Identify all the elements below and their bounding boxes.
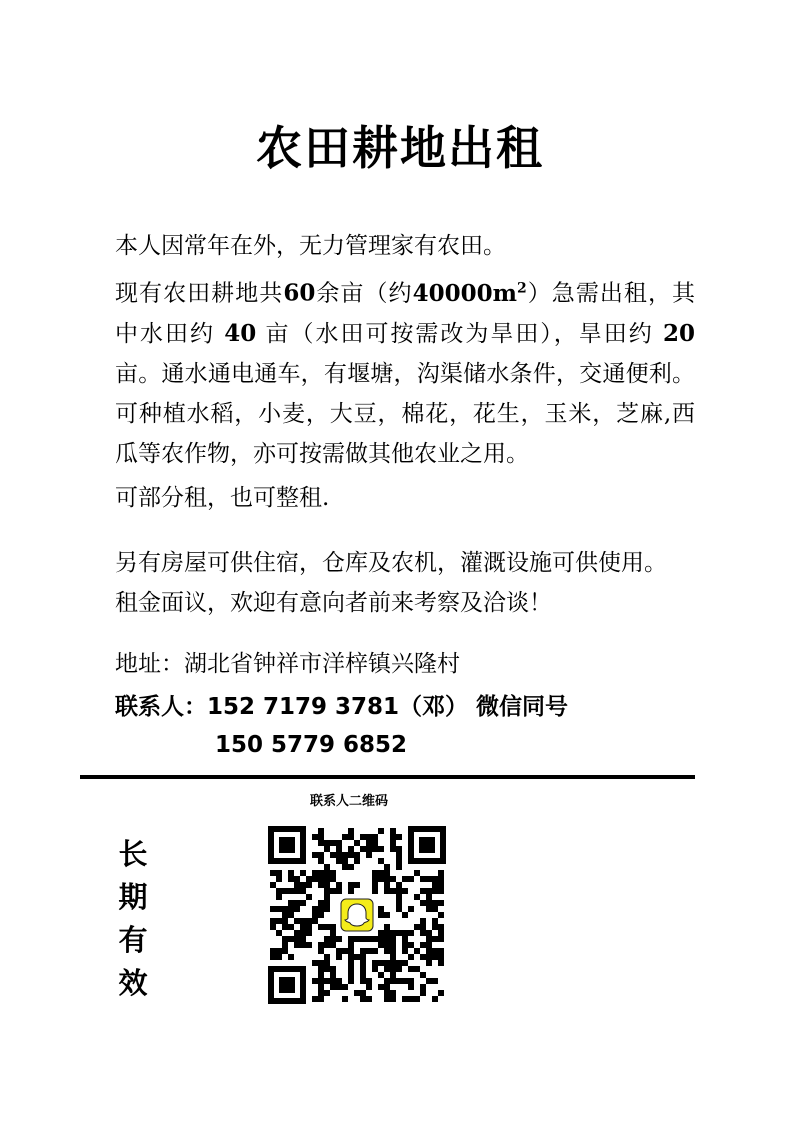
- details-text-2: 余亩（约: [315, 280, 413, 307]
- qr-code-image[interactable]: [268, 826, 446, 1004]
- intro-paragraph: 本人因常年在外，无力管理家有农田。: [115, 233, 506, 259]
- validity-char-2: 期: [118, 880, 148, 914]
- area-superscript: 2: [516, 280, 527, 296]
- area-value: [413, 280, 527, 307]
- ghost-logo-icon: [338, 896, 376, 934]
- address-line: [115, 645, 460, 678]
- page-title: 农田耕地出租: [256, 121, 544, 175]
- dry-mu-value: 20: [663, 319, 696, 347]
- contact-phone-1: 152 7179 3781（邓） 微信同号: [207, 694, 569, 720]
- details-text-3: ）急需出租，其中水田约: [115, 280, 696, 347]
- details-text-1: 现有农田耕地共: [115, 280, 284, 307]
- area-number: 40000m: [412, 279, 517, 307]
- address-label: 地址：: [115, 651, 184, 677]
- validity-vertical-text: [116, 833, 150, 1005]
- contact-line: [115, 688, 568, 721]
- housing-paragraph: 另有房屋可供住宿，仓库及农机，灌溉设施可供使用。: [115, 550, 667, 576]
- qr-caption: 联系人二维码: [310, 794, 389, 809]
- rent-paragraph: 租金面议，欢迎有意向者前来考察及洽谈！: [115, 590, 552, 616]
- details-text-5: 亩。通水通电通车，有堰塘，沟渠储水条件，交通便利。可种植水稻，小麦，大豆，棉花，花生，玉米，芝麻,西瓜等农作物，亦可按需做其他农业之用。: [115, 360, 695, 467]
- total-mu-value: 60: [283, 279, 316, 307]
- details-text-4: 亩（水田可按需改为旱田），旱田约: [265, 320, 654, 347]
- validity-char-4: 效: [118, 966, 148, 1000]
- paddy-mu-value: 40: [224, 319, 257, 347]
- details-paragraph: [115, 268, 695, 474]
- partial-rent-paragraph: 可部分租，也可整租.: [115, 485, 330, 511]
- validity-char-1: 长: [118, 837, 148, 871]
- validity-char-3: 有: [118, 923, 148, 957]
- divider: [80, 775, 695, 779]
- contact-label: 联系人：: [115, 694, 207, 720]
- contact-phone-2: 150 5779 6852: [215, 732, 408, 758]
- address-value: 湖北省钟祥市洋梓镇兴隆村: [184, 651, 460, 677]
